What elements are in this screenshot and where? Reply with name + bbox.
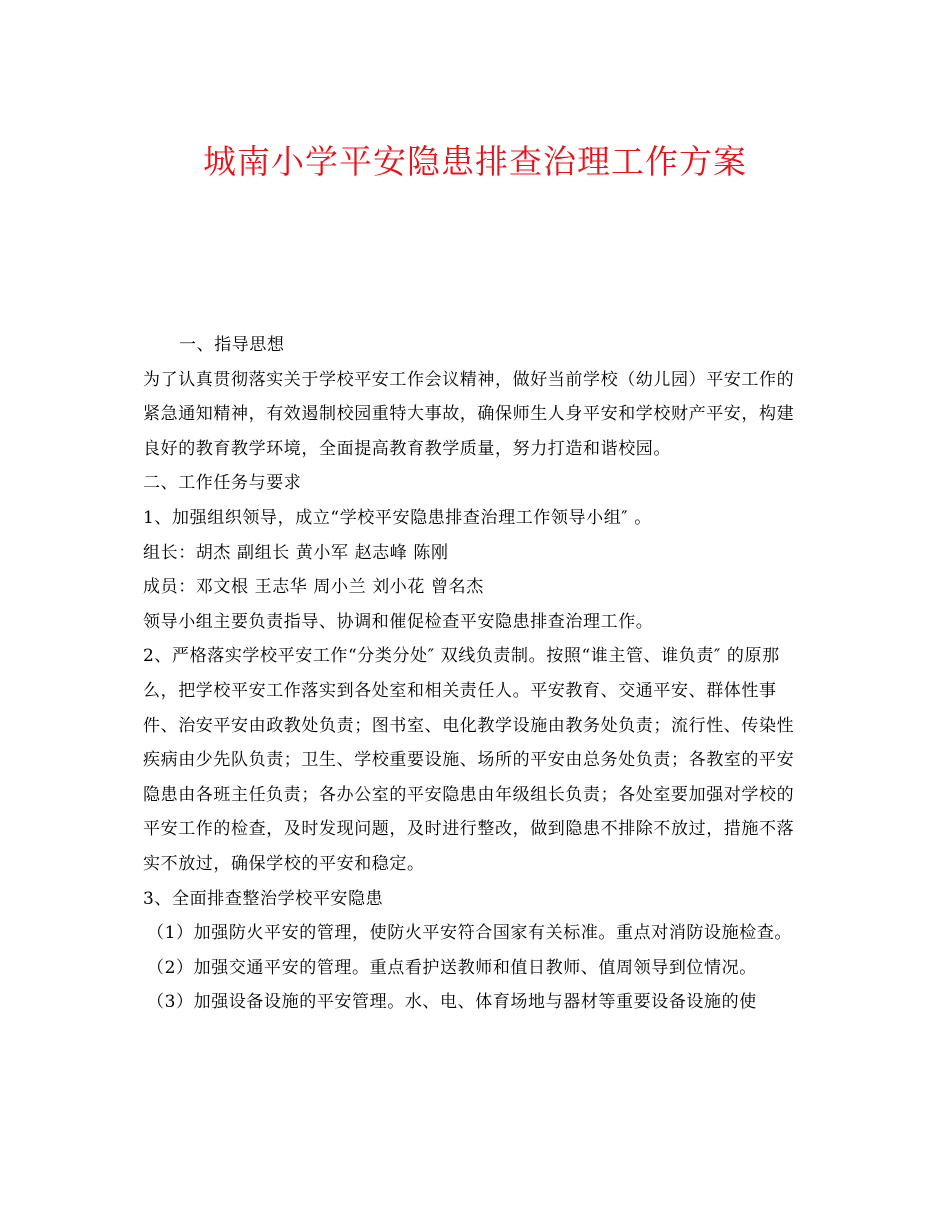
task-item-1: 1、加强组织领导，成立“学校平安隐患排查治理工作领导小组″ 。 xyxy=(143,507,652,528)
task-item-3: 3、全面排查整治学校平安隐患 xyxy=(143,888,384,909)
group-leaders: 组长：胡杰 副组长 黄小军 赵志峰 陈刚 xyxy=(143,542,449,563)
sub-item-1: （1）加强防火平安的管理，使防火平安符合国家有关标准。重点对消防设施检查。 xyxy=(147,923,793,944)
section-heading-guiding-idea: 一、指导思想 xyxy=(179,335,285,355)
sub-item-2: （2）加强交通平安的管理。重点看护送教师和值日教师、值周领导到位情况。 xyxy=(147,957,757,978)
group-members: 成员：邓文根 王志华 周小兰 刘小花 曾名杰 xyxy=(143,577,484,598)
sub-item-3: （3）加强设备设施的平安管理。水、电、体育场地与器材等重要设备设施的使 xyxy=(147,992,757,1013)
document-title: 城南小学平安隐患排查治理工作方案 xyxy=(203,142,747,181)
task-item-2: 2、严格落实学校平安工作“分类分处″ 双线负责制。按照“谁主管、谁负责″ 的原那么，把学校平安工作落实到各处室和相关责任人。平安教育、交通平安、群体性事件、治安平安由政教处负责；图书室、电化教学设施由教务处负责；流行性、传染性疾病由少先队负责；卫生、学校重要设施、场所的平安由总务处负责；各教室的平安隐患由各班主任负责；各办公室的平安隐患由年级组长负责；各处室要加强对学校的平安工作的检查，及时发现问题，及时进行整改，做到隐患不排除不放过，措施不落实不放过，确保学校的平安和稳定。 xyxy=(143,646,795,874)
group-responsibility: 领导小组主要负责指导、协调和催促检查平安隐患排查治理工作。 xyxy=(143,611,654,632)
document-body xyxy=(143,328,808,1020)
section-heading-tasks: 二、工作任务与要求 xyxy=(143,473,302,494)
paragraph-guiding-idea: 为了认真贯彻落实关于学校平安工作会议精神，做好当前学校（幼儿园）平安工作的紧急通知精神，有效遏制校园重特大事故，确保师生人身平安和学校财产平安，构建良好的教育教学环境，全面提高教育教学质量，努力打造和谐校园。 xyxy=(143,369,795,459)
